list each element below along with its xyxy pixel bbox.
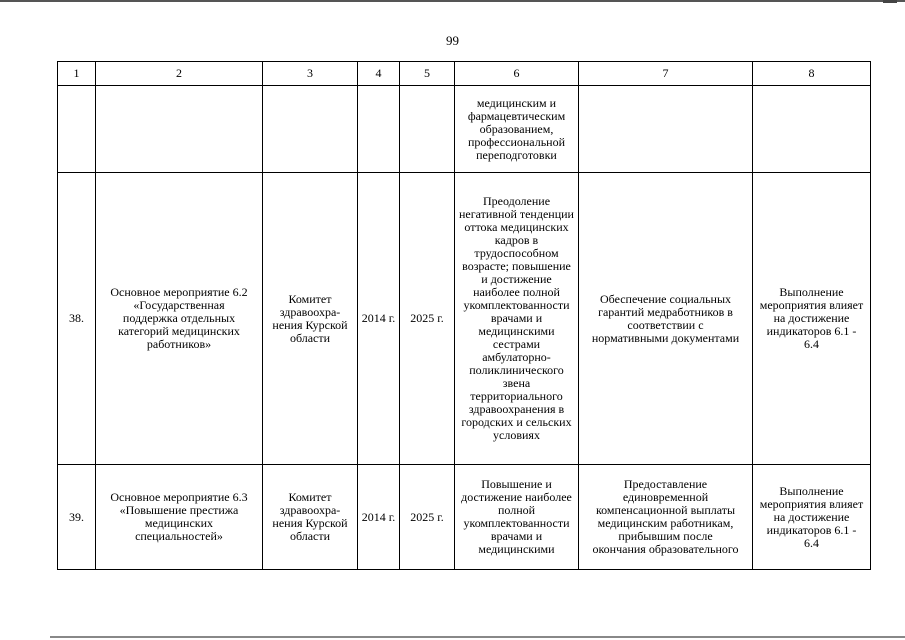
continuation-row — [58, 86, 871, 173]
measure-content: Предоставление единовременной компенсационной выплаты медицинским работникам, прибывшим после окончания образовательного — [579, 465, 753, 570]
end-year: 2025 г. — [400, 173, 455, 465]
table-cell — [358, 86, 400, 173]
measure-content: Обеспечение социальных гарантий медработников в соответствии с нормативными документами — [579, 173, 753, 465]
table-cell — [579, 86, 753, 173]
table-cell — [58, 86, 96, 173]
header-cell: 3 — [263, 62, 358, 86]
page-number: 99 — [446, 33, 459, 48]
measure-name: Основное мероприятие 6.3 «Повышение престижа медицинских специальностей» — [96, 465, 263, 570]
expected-result: Преодоление негативной тенденции оттока медицинских кадров в трудоспособном возрасте; повышение и достижение наиболее полной укомплектованности врачами и медицинскими сестрами амбулаторно- поликлинического звена территориального здравоохранения в городских и сельских условиях — [455, 173, 579, 465]
header-cell: 5 — [400, 62, 455, 86]
table-cell — [263, 86, 358, 173]
table-row-39 — [58, 465, 871, 570]
table-row-38 — [58, 173, 871, 465]
header-cell: 2 — [96, 62, 263, 86]
row-number: 39. — [58, 465, 96, 570]
executor: Комитет здравоохра- нения Курской области — [263, 173, 358, 465]
executor: Комитет здравоохра- нения Курской области — [263, 465, 358, 570]
header-cell: 4 — [358, 62, 400, 86]
header-cell: 7 — [579, 62, 753, 86]
bottom-border-line — [50, 636, 905, 638]
corner-mark — [883, 0, 897, 3]
top-border-line — [0, 0, 905, 2]
indicator-link: Выполнение мероприятия влияет на достижение индикаторов 6.1 - 6.4 — [753, 465, 871, 570]
start-year: 2014 г. — [358, 465, 400, 570]
indicator-link: Выполнение мероприятия влияет на достижение индикаторов 6.1 - 6.4 — [753, 173, 871, 465]
header-cell: 6 — [455, 62, 579, 86]
table-cell — [96, 86, 263, 173]
header-cell: 1 — [58, 62, 96, 86]
end-year: 2025 г. — [400, 465, 455, 570]
table-cell — [753, 86, 871, 173]
row-number: 38. — [58, 173, 96, 465]
start-year: 2014 г. — [358, 173, 400, 465]
program-measures-table — [57, 61, 871, 570]
header-cell: 8 — [753, 62, 871, 86]
table-cell — [400, 86, 455, 173]
expected-result: Повышение и достижение наиболее полной укомплектованности врачами и медицинскими — [455, 465, 579, 570]
result-cell: медицинским и фармацевтическим образованием, профессиональной переподготовки — [455, 86, 579, 173]
header-row — [58, 62, 871, 86]
measure-name: Основное мероприятие 6.2 «Государственная поддержка отдельных категорий медицинских работников» — [96, 173, 263, 465]
